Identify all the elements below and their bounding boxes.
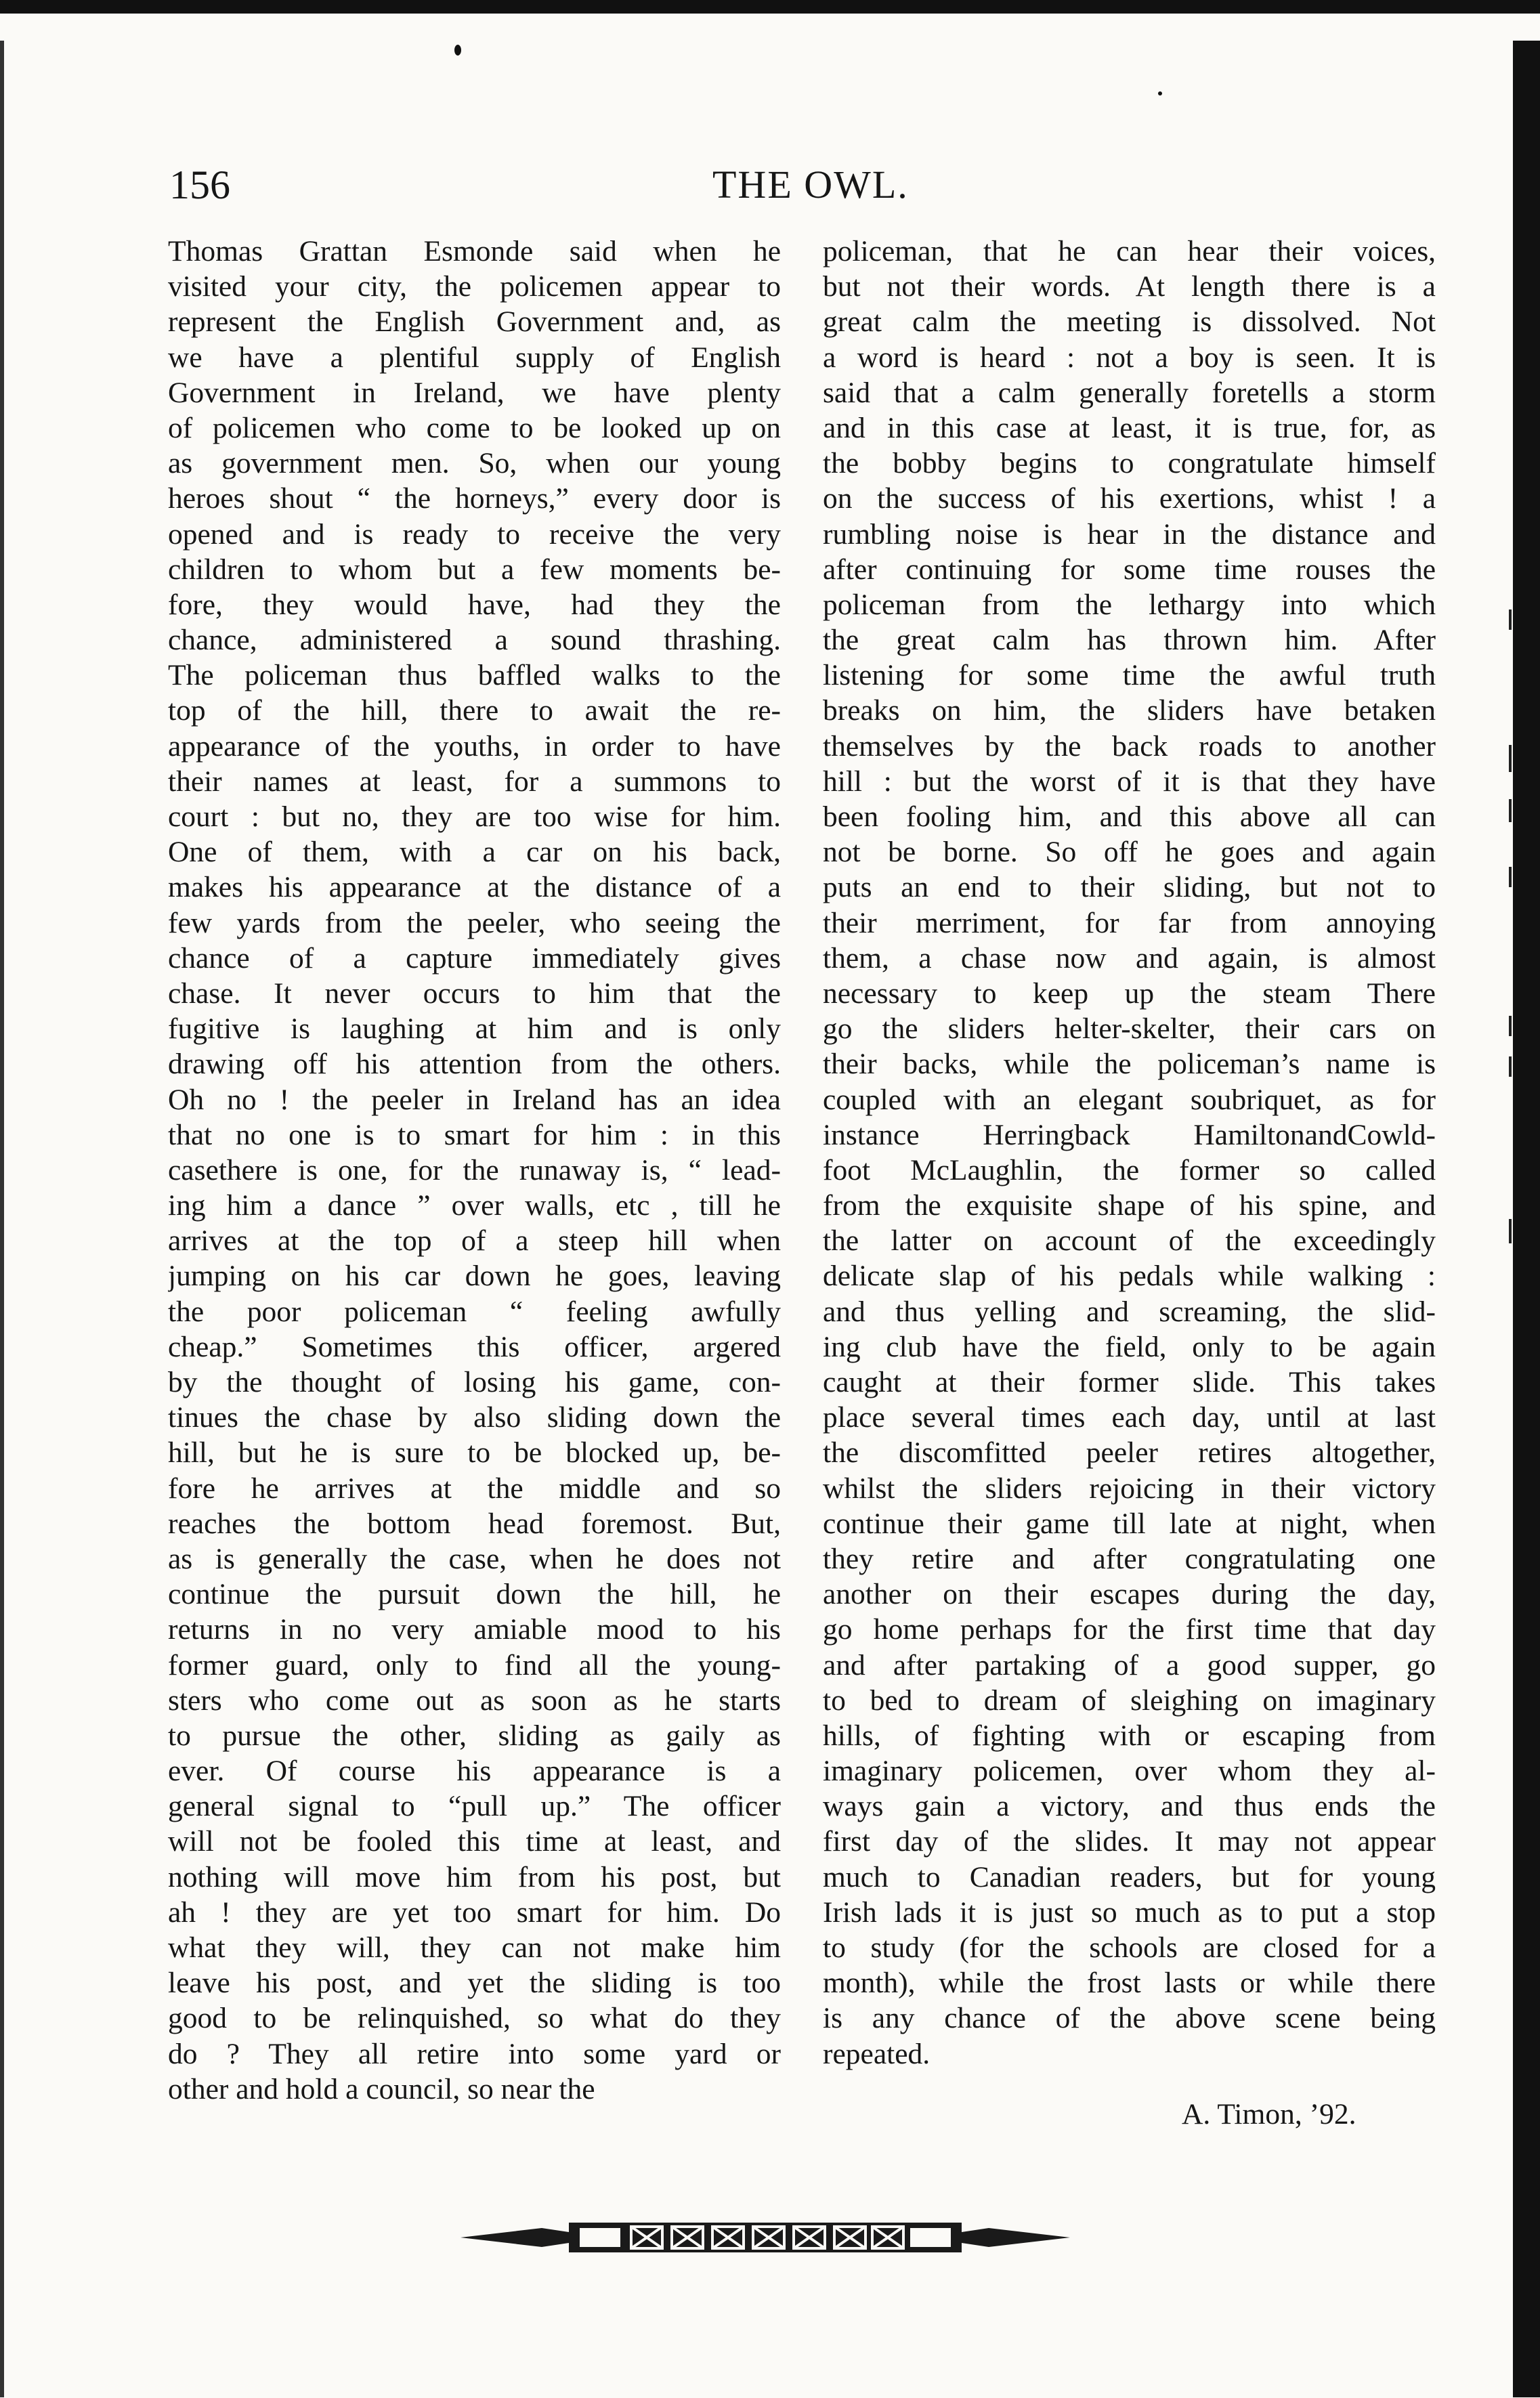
text-line: go home perhaps for the first time that day [823, 1613, 1436, 1646]
right-text-column [823, 234, 1436, 2072]
scan-speck [454, 45, 461, 56]
margin-mark [1509, 1056, 1512, 1077]
text-line: foot McLaughlin, the former so called [823, 1153, 1436, 1186]
text-line: top of the hill, there to await the re- [168, 694, 781, 727]
text-line: chance of a capture immediately gives [168, 941, 781, 975]
text-line: fore, they would have, had they the [168, 588, 781, 621]
left-scan-edge [0, 41, 4, 2397]
text-line: ever. Of course his appearance is a [168, 1755, 781, 1788]
margin-mark [1509, 867, 1512, 887]
text-line: after continuing for some time rouses the [823, 553, 1436, 586]
text-line: great calm the meeting is dissolved. Not [823, 305, 1436, 339]
text-line: heroes shout “ the horneys,” every door is [168, 482, 781, 515]
text-line: caught at their former slide. This takes [823, 1366, 1436, 1398]
text-line: jumping on his car down he goes, leaving [168, 1260, 781, 1293]
text-line: repeated. [823, 2037, 931, 2070]
text-line: to bed to dream of sleighing on imaginary [823, 1684, 1436, 1717]
text-line: appearance of the youths, in order to have [168, 729, 781, 763]
text-line: a word is heard : not a boy is seen. It is [823, 341, 1436, 374]
text-line: imaginary policemen, over whom they al- [823, 1755, 1436, 1788]
left-text-column [168, 234, 781, 2107]
margin-mark [1509, 799, 1512, 822]
text-line: few yards from the peeler, who seeing the [168, 906, 781, 939]
text-line: coupled with an elegant soubriquet, as for [823, 1083, 1436, 1116]
text-line: listening for some time the awful truth [823, 659, 1436, 692]
text-line: Oh no ! the peeler in Ireland has an idea [168, 1083, 781, 1116]
text-line: the latter on account of the exceedingly [823, 1224, 1436, 1258]
text-line: visited your city, the policemen appear to [168, 270, 781, 303]
scan-speck [1158, 91, 1162, 95]
text-line: continue the pursuit down the hill, he [168, 1578, 781, 1611]
text-line: ways gain a victory, and thus ends the [823, 1790, 1436, 1823]
text-line: rumbling noise is hear in the distance and [823, 517, 1436, 551]
text-line: not be borne. So off he goes and again [823, 836, 1436, 869]
text-line: instance Herringback HamiltonandCowld- [823, 1118, 1436, 1151]
margin-mark [1509, 1219, 1512, 1243]
text-line: puts an end to their sliding, but not to [823, 871, 1436, 904]
text-line: The policeman thus baffled walks to the [168, 659, 781, 692]
text-line: do ? They all retire into some yard or [168, 2037, 781, 2070]
text-line: sters who come out as soon as he starts [168, 1684, 781, 1717]
text-line: that no one is to smart for him : in this [168, 1118, 781, 1151]
text-line: themselves by the back roads to another [823, 729, 1436, 763]
text-line: of policemen who come to be looked up on [168, 411, 781, 444]
text-line: breaks on him, the sliders have betaken [823, 694, 1436, 727]
text-line: their backs, while the policeman’s name is [823, 1048, 1436, 1081]
text-line: to pursue the other, sliding as gaily as [168, 1719, 781, 1752]
text-line: to study (for the schools are closed for a [823, 1931, 1436, 1964]
text-line: cheap.” Sometimes this officer, argered [168, 1330, 781, 1363]
text-line: the bobby begins to congratulate himself [823, 447, 1436, 480]
text-line: general signal to “pull up.” The officer [168, 1790, 781, 1823]
text-line: fore he arrives at the middle and so [168, 1472, 781, 1505]
text-line: much to Canadian readers, but for young [823, 1860, 1436, 1893]
text-line: whilst the sliders rejoicing in their victory [823, 1472, 1436, 1505]
text-line: another on their escapes during the day, [823, 1578, 1436, 1611]
text-line: returns in no very amiable mood to his [168, 1613, 781, 1646]
text-line: children to whom but a few moments be- [168, 553, 781, 586]
decorative-tailpiece-ornament [461, 2213, 1070, 2262]
running-title: THE OWL. [712, 163, 909, 207]
text-line: the poor policeman “ feeling awfully [168, 1295, 781, 1328]
text-line: Thomas Grattan Esmonde said when he [168, 235, 781, 267]
text-line: necessary to keep up the steam There [823, 977, 1436, 1010]
text-line: opened and is ready to receive the very [168, 517, 781, 551]
text-line: ing him a dance ” over walls, etc , till he [168, 1189, 781, 1222]
text-line: tinues the chase by also sliding down the [168, 1401, 781, 1434]
text-line: chance, administered a sound thrashing. [168, 624, 781, 657]
text-line: by the thought of losing his game, con- [168, 1366, 781, 1398]
text-line: as is generally the case, when he does not [168, 1542, 781, 1575]
text-line: and in this case at least, it is true, for, as [823, 411, 1436, 444]
top-scan-border [0, 0, 1540, 14]
text-line: hill, but he is sure to be blocked up, be- [168, 1436, 781, 1470]
text-line: chase. It never occurs to him that the [168, 977, 781, 1010]
text-line: hills, of fighting with or escaping from [823, 1719, 1436, 1752]
text-line: ing club have the field, only to be again [823, 1330, 1436, 1363]
text-line: and thus yelling and screaming, the slid- [823, 1295, 1436, 1328]
text-line: and after partaking of a good supper, go [823, 1648, 1436, 1682]
text-line: first day of the slides. It may not appear [823, 1825, 1436, 1858]
text-line: policeman, that he can hear their voices, [823, 235, 1436, 267]
text-line: from the exquisite shape of his spine, and [823, 1189, 1436, 1222]
text-line: leave his post, and yet the sliding is too [168, 1967, 781, 2000]
text-line: their names at least, for a summons to [168, 765, 781, 798]
text-line: ah ! they are yet too smart for him. Do [168, 1896, 781, 1929]
text-line: reaches the bottom head foremost. But, [168, 1507, 781, 1540]
text-line: their merriment, for far from annoying [823, 906, 1436, 939]
text-line: go the sliders helter-skelter, their cars on [823, 1012, 1436, 1046]
text-line: hill : but the worst of it is that they have [823, 765, 1436, 798]
text-line: court : but no, they are too wise for him. [168, 800, 781, 833]
text-line: the great calm has thrown him. After [823, 624, 1436, 657]
text-line: nothing will move him from his post, but [168, 1860, 781, 1893]
text-line: will not be fooled this time at least, and [168, 1825, 781, 1858]
text-line: former guard, only to find all the young- [168, 1648, 781, 1682]
text-line: the discomfitted peeler retires altogether, [823, 1436, 1436, 1470]
text-line: policeman from the lethargy into which [823, 588, 1436, 621]
text-line: casethere is one, for the runaway is, “ lead- [168, 1153, 781, 1186]
text-line: as government men. So, when our young [168, 447, 781, 480]
text-line: good to be relinquished, so what do they [168, 2002, 781, 2035]
text-line: is any chance of the above scene being [823, 2002, 1436, 2035]
text-line: One of them, with a car on his back, [168, 836, 781, 869]
author-signature: A. Timon, ’92. [1182, 2098, 1356, 2131]
text-line: they retire and after congratulating one [823, 1542, 1436, 1575]
text-line: month), while the frost lasts or while there [823, 1967, 1436, 2000]
text-line: Government in Ireland, we have plenty [168, 376, 781, 409]
text-line: we have a plentiful supply of English [168, 341, 781, 374]
page-number: 156 [169, 163, 230, 207]
text-line: makes his appearance at the distance of a [168, 871, 781, 904]
text-line: other and hold a council, so near the [168, 2072, 595, 2105]
right-scan-edge [1513, 41, 1540, 2397]
text-line: delicate slap of his pedals while walking : [823, 1260, 1436, 1293]
text-line: been fooling him, and this above all can [823, 800, 1436, 833]
margin-mark [1509, 1016, 1512, 1036]
text-line: represent the English Government and, as [168, 305, 781, 339]
text-line: them, a chase now and again, is almost [823, 941, 1436, 975]
margin-mark [1509, 609, 1512, 630]
margin-mark [1509, 745, 1512, 772]
text-line: fugitive is laughing at him and is only [168, 1012, 781, 1046]
text-line: Irish lads it is just so much as to put a stop [823, 1896, 1436, 1929]
text-line: what they will, they can not make him [168, 1931, 781, 1964]
text-line: but not their words. At length there is a [823, 270, 1436, 303]
text-line: continue their game till late at night, when [823, 1507, 1436, 1540]
text-line: on the success of his exertions, whist ! a [823, 482, 1436, 515]
text-line: place several times each day, until at last [823, 1401, 1436, 1434]
text-line: drawing off his attention from the others. [168, 1048, 781, 1081]
text-line: said that a calm generally foretells a storm [823, 376, 1436, 409]
text-line: arrives at the top of a steep hill when [168, 1224, 781, 1258]
